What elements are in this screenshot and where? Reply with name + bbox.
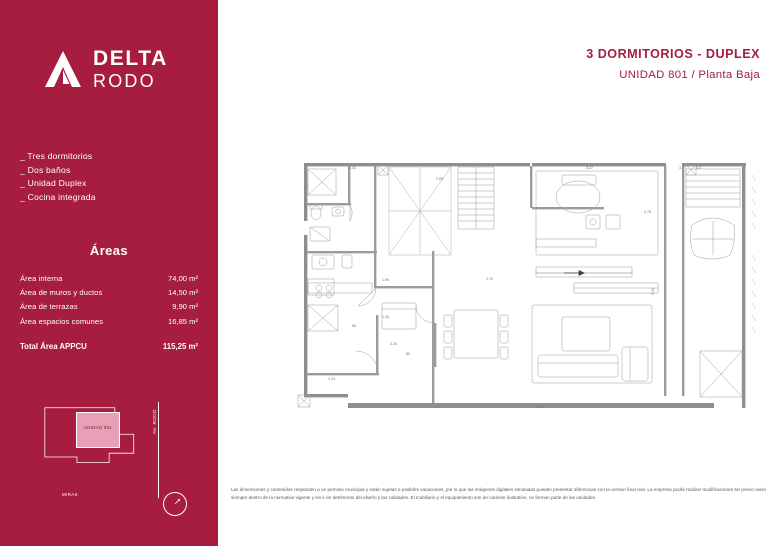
dimension-label: 80 bbox=[406, 352, 410, 356]
legal-disclaimer: Las dimensiones y contenidos responden a un permiso municipal y están sujetas a posibles variaciones, por lo que las imágenes digitales simuladas pueden presentar diferencias con la version final real. La empresa podrá realizar modificaciones sin previo aviso siempre dentro de la normativa vigente y sin ir en detrimento del diseño y las calidades. El mobiliario y el equipamiento son de carácter ilustrativo, no forman parte de las unidades. bbox=[231, 487, 766, 500]
dimension-label: 3.35 bbox=[390, 342, 397, 346]
floor-plan bbox=[286, 155, 766, 425]
delta-triangle-logo-icon bbox=[44, 49, 82, 89]
dimension-label: 1.90 bbox=[382, 278, 389, 282]
areas-heading: Áreas bbox=[89, 243, 129, 258]
feature-item: _ Dos baños bbox=[20, 164, 71, 175]
area-label: Área de terrazas bbox=[20, 302, 78, 312]
dimension-label: 60 bbox=[352, 324, 356, 328]
dimension-label: 5.43 bbox=[651, 288, 655, 295]
key-plan-street-bottom-label: MIRAS bbox=[62, 492, 78, 497]
key-plan-unit-highlight bbox=[76, 412, 120, 448]
table-row bbox=[20, 286, 198, 300]
dimension-label: 3.37 bbox=[586, 166, 593, 170]
dimension-label: 3.3 bbox=[679, 166, 684, 170]
page-title-sub: UNIDAD 801 / Planta Baja bbox=[619, 69, 760, 81]
page-title bbox=[586, 47, 760, 81]
dimension-label: 3.3 bbox=[696, 166, 701, 170]
feature-item: _ Cocina integrada bbox=[20, 191, 96, 202]
content-area bbox=[218, 0, 779, 546]
table-row bbox=[20, 272, 198, 286]
areas-table bbox=[20, 272, 198, 354]
key-plan bbox=[40, 404, 180, 504]
page-title-main: 3 DORMITORIOS - DUPLEX bbox=[586, 47, 760, 61]
dimension-label: 7.93 bbox=[536, 405, 543, 409]
feature-list bbox=[20, 150, 200, 204]
feature-item: _ Unidad Duplex bbox=[20, 178, 87, 188]
area-value: 9,90 m² bbox=[172, 302, 198, 312]
area-value: 16,85 m² bbox=[168, 316, 198, 326]
area-total-row bbox=[20, 340, 198, 354]
table-row bbox=[20, 315, 198, 329]
feature-item: _ Tres dormitorios bbox=[20, 151, 93, 161]
area-total-label: Total Área APPCU bbox=[20, 341, 87, 351]
dimension-label: 1.15 bbox=[382, 315, 389, 319]
dimension-label: 1.24 bbox=[328, 377, 335, 381]
compass-north-icon bbox=[163, 492, 187, 516]
table-row bbox=[20, 300, 198, 314]
area-label: Área de muros y ductos bbox=[20, 288, 103, 298]
area-value: 14,50 m² bbox=[168, 288, 198, 298]
dimension-label: 2.70 bbox=[644, 210, 651, 214]
dimension-label: 1.70 bbox=[486, 277, 493, 281]
key-plan-street-line bbox=[158, 402, 159, 498]
sidebar bbox=[0, 0, 218, 546]
floor-plan-drawing bbox=[286, 155, 766, 425]
area-total-value: 115,25 m² bbox=[162, 341, 198, 351]
brand-name-primary: DELTA bbox=[93, 47, 168, 70]
dimension-label: 1.32 bbox=[349, 166, 356, 170]
brand-logo bbox=[44, 48, 168, 90]
dimension-label: 2.65 bbox=[436, 177, 443, 181]
area-label: Área interna bbox=[20, 274, 63, 283]
area-label: Área espacios comunes bbox=[20, 316, 104, 326]
key-plan-unit-label: UNIDAD 801 bbox=[83, 425, 113, 430]
brand-name-secondary: RODO bbox=[93, 71, 156, 91]
area-value: 74,00 m² bbox=[168, 274, 198, 283]
key-plan-street-right-label: AV. RODÓ bbox=[152, 409, 157, 434]
